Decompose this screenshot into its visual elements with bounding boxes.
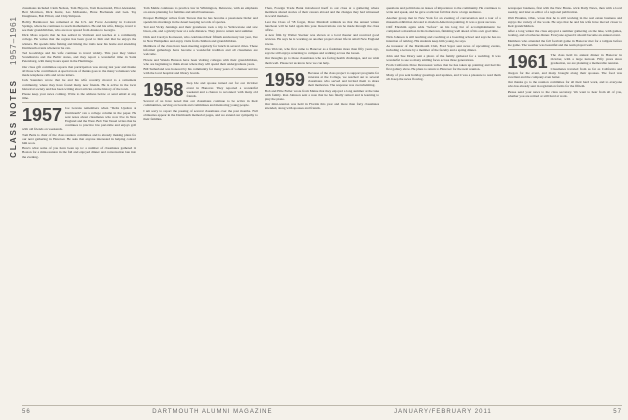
paragraph-text: Ted and Vicky Jennings and their grandsons took a trip to Yellowstone and saw bison, elk, and a grizzly bear at a safe distance. They plan to return next summer. — [143, 25, 258, 34]
paragraph-text: Bob and Ellie Fuller wrote from Maine that they enjoyed a long summer at the lake with family. Ron Johnson sent a note that he has finally retired and is learning to play the piano. — [264, 88, 380, 101]
class-note-paragraph — [143, 44, 257, 56]
paragraph-text: Step Ide and spouse turned out for our October event in Hanover. They reported a wonderful weekend and a chance to reconnect with many old friends. — [186, 81, 258, 98]
paragraph-text: Tom Betts is chair of the class reunion committee and is already making plans for our next gathering in Hanover. He asks that anyone interested in helping contact him soon. — [22, 132, 137, 145]
class-note-paragraph — [508, 16, 622, 28]
paragraph-text: As treasurer of the Dartmouth Club, Fred Sayer sent news of upcoming events, including a lecture by a member of the faculty and a spring dinner. — [386, 44, 501, 53]
paragraph-text: Another group met in New York for an evening of conversation and a tour of a museum exhibition devoted to modern American painting. It was a great success. — [386, 15, 501, 24]
paragraph-text: Lest the Class of '58 forget, Dave Marshall reminds us that the annual winter luncheon will be held again this year. Reservations can be made through the class office. — [264, 19, 380, 32]
paragraph-text: newspaper business, first with the New Bruns- wick Daily News, then with a local weekly, and later as editor of a regional publication. — [507, 6, 622, 15]
paragraph-text: Because of the class project to support programs for veterans at the College, we reached out to several classmates who served and invited them to share their memories. The response was overwhelming. — [307, 70, 380, 88]
magazine-name: DARTMOUTH ALUMNI MAGAZINE — [152, 409, 273, 415]
column-2 — [143, 6, 257, 402]
class-note-paragraph — [265, 33, 379, 45]
year-divider — [508, 49, 622, 50]
paragraph-text: Our mini-reunion was held in Florida this year and more than forty classmates attended, along with spouses and friends. — [264, 102, 380, 111]
class-note-paragraph — [386, 25, 500, 33]
text-columns — [22, 6, 622, 402]
side-section: CLASS NOTES — [8, 79, 18, 158]
class-note-paragraph — [143, 6, 257, 14]
paragraph-text: Classmates traveled from as far as California and Oregon for the event, and many brought along their spouses. The food was excellent and the company even better. — [507, 66, 622, 79]
paragraph-text: Many of you sent holiday greetings and updates, and it was a pleasure to read them all. Keep the news flowing. — [386, 72, 501, 81]
class-note-paragraph — [507, 51, 622, 72]
page-footer — [22, 405, 622, 418]
paragraph-text: Members of the class have been meeting regularly for lunch in several cities. These informal gatherings have become a wonderful tradition and all classmates are welcome. — [143, 44, 258, 57]
page-number-right: 57 — [613, 409, 622, 415]
year-divider — [143, 77, 257, 78]
paragraph-text: Tom Mehle continues to practice law in Wilmington, Delaware, with an emphasis on estate planning for families and small businesses. — [143, 6, 258, 15]
class-note-paragraph — [22, 146, 136, 158]
paragraph-text: Dick and Carolyn Kortesoni, who celebrated their fiftieth anniversary last year, live in New Hampshire and enjoy visits from children and grandchildren. — [143, 34, 258, 43]
class-note-paragraph — [386, 63, 500, 71]
issue-date: JANUARY/FEBRUARY 2011 — [394, 409, 492, 415]
paragraph-text: After a long winter the class enjoyed a summer gathering on the lake, with games, boating, and a barbecue dinner. Everyone agreed it should become an annual event. — [507, 29, 622, 38]
class-note-paragraph — [508, 90, 622, 98]
paragraph-text: Jack Saunders wrote that he and his wife recently moved to a retirement community, where they have found many new friends. He is active in the local historical society and has been writing short articles on the history of the town. — [22, 78, 137, 91]
class-note-paragraph — [143, 58, 257, 66]
class-note-paragraph — [22, 6, 136, 18]
year-divider — [22, 102, 136, 103]
class-note-paragraph — [22, 133, 136, 145]
paragraph-text: I am sorry to report the passing of several classmates over the past months. Full obituaries appear in the Dartmouth memorial pages, and we extend our sympathy to their families. — [143, 108, 258, 122]
class-year-heading: 1958 — [143, 80, 184, 101]
paragraph-text: Dick Moss reports that he has settled in Vermont and teaches at a community college. He writes that the region has been good to him and that he enjoys the winters. He spends time fishing and hiking the trails near his home and attending Dartmouth events whenever he can. — [22, 33, 137, 50]
class-note-paragraph — [386, 44, 500, 52]
class-note-paragraph — [143, 67, 257, 75]
paragraph-text: A new film by Walter Stecker was shown at a local theater and received good reviews. He says he is working on another project about life in small New England towns. — [264, 33, 380, 46]
class-note-paragraph — [143, 25, 257, 33]
class-note-paragraph — [22, 51, 136, 63]
class-note-paragraph — [265, 102, 379, 110]
class-note-paragraph — [22, 33, 136, 50]
class-note-paragraph — [143, 16, 257, 24]
paragraph-text: From California Dave Devereaux writes that he has taken up painting and had his first gallery show. He plans to return to Hanover for the next reunion. — [386, 63, 501, 72]
class-note-paragraph — [265, 47, 379, 55]
class-note-paragraph — [22, 92, 136, 100]
year-divider — [265, 67, 379, 68]
class-note-paragraph — [22, 78, 136, 90]
class-note-paragraph — [508, 29, 622, 37]
class-note-paragraph — [265, 89, 379, 101]
class-note-paragraph — [265, 6, 379, 18]
class-note-paragraph — [22, 20, 136, 32]
paragraph-text: Prosper Ballinger writes from Tucson that he has become a passionate birder and spends his mornings in the desert keeping records of species. — [143, 15, 258, 24]
paragraph-text: John and Sue Drury sent a photo of the family gathered for a wedding. It was wonderful to see so many smiling faces across three generations. — [386, 53, 501, 62]
class-note-paragraph — [386, 16, 500, 24]
paragraph-text: Bobby Barnhower has remained at the U.S. Air Force Academy in Colorado Springs, where he continues to teach mathematics. He and his wife, Marge, travel to see their grandchildren, who are now spread from Alaska to Georgia. — [22, 19, 137, 32]
class-note-paragraph — [508, 39, 622, 47]
class-note-paragraph — [22, 106, 136, 131]
paragraph-text: The class held its annual dinner in Hanover in October, with a large turnout. Fifty years since graduation, we are planning a memorable reunion. — [550, 52, 622, 66]
class-note-paragraph — [386, 6, 500, 14]
paragraph-text: questions and politicians on issues of importance to the community. He continues to write and speak, and he gave a talk last fall that drew a large audience. — [386, 6, 501, 15]
paragraph-text: Joe Gavans remembers when "Delta Upsilon at Dartmouth" ran a college column in the paper. He sent notes about classmates who now live in New England and the West. Bob Van Tassel writes that he continues to practice law part-time and enjoys golf with old friends on weekends. — [22, 106, 137, 132]
paragraph-text: Here's what some of you have been up to: a number of classmates gathered in Boston for a mini-reunion in the fall and enjoyed dinner and conversation late into the evening. — [22, 146, 137, 159]
side-years: 1957–1961 — [8, 16, 18, 66]
paragraph-text: Ted Goodridge and his wife continue to travel widely. This year they visited Scandinavia and the Baltic states, and they report a wonderful time in Saint Petersburg, with many hours spent in the Hermitage. — [22, 51, 137, 64]
paragraph-text: Nick Johnson is still teaching and coaching at a boarding school and says he has no intention of retiring. His students keep him young, he says. — [386, 34, 501, 43]
class-note-paragraph — [386, 73, 500, 81]
class-note-paragraph — [22, 65, 136, 77]
paragraph-text: Bill Sutherland was honored by his community for many years of volunteer service with the local hospital and library boards. — [143, 67, 258, 76]
paragraph-text: Please keep your news coming. Write to the address below or send email at any time. — [22, 92, 137, 101]
paragraph-text: Howie and Wanda Henson have been visiting colleges with their grandchildren, who are beginning to think about where they will spend their undergraduate years. — [143, 57, 258, 66]
paragraph-text: Several of us have noted that our classmates continue to be active in their communities, serving on boards and committees and mentoring young people. — [143, 99, 258, 108]
page-number-left: 56 — [22, 409, 31, 415]
class-note-paragraph — [386, 54, 500, 62]
class-note-paragraph — [143, 109, 257, 121]
class-note-paragraph — [265, 71, 379, 88]
class-year-heading: 1959 — [264, 69, 305, 90]
class-note-paragraph — [143, 35, 257, 43]
paragraph-text: Walt Hoskins, Ohio, wrote that he is still working in the real estate business and enjoys the variety of the work. He says that he and his wife have moved closer to their grandchildren. — [507, 15, 622, 28]
paragraph-text: Our thanks go to the reunion committee for all their hard work, and to everyone who has already sent in registration forms for the fiftieth. — [507, 80, 622, 89]
class-year-heading: 1961 — [507, 51, 548, 72]
column-1 — [22, 6, 136, 402]
paragraph-text: Wes Wolcott, who first came to Hanover as a freshman more than fifty years ago, says he still enjoys returning to campus and walking across the Green. — [264, 46, 380, 56]
paragraph-text: Our class gift committee reports that participation was strong last year and thanks all those who contributed. A special note of thanks goes to the many volunteers who made telephone calls and wrote letters. — [22, 64, 137, 78]
paragraph-text: classmates included Clem Nelson, Tom Haycox, Tom Rosenwald, Eliot Alexander, Bert Morrison, Dick Kurtz, Les McKenzie, Hone Bochenek and Gen. Tay Daughness, Bob Elliott, and Chip Simpson. — [22, 6, 137, 19]
column-5 — [508, 6, 622, 402]
column-4 — [386, 6, 500, 402]
class-note-paragraph — [508, 80, 622, 88]
column-3 — [265, 6, 379, 402]
class-note-paragraph — [143, 80, 258, 101]
class-note-paragraph — [508, 6, 622, 14]
paragraph-text: Members who attended the fall football game in Hanover met for a tailgate before the game. The weather was beautiful and the team played well. — [507, 38, 622, 47]
side-label — [6, 8, 20, 400]
class-note-paragraph — [265, 20, 379, 32]
class-note-paragraph — [143, 99, 257, 107]
class-note-paragraph — [265, 56, 379, 64]
paragraph-text: Please send your news to the class secretary. We want to hear from all of you, whether you are retired or still hard at work. — [507, 89, 622, 98]
class-note-paragraph — [386, 35, 500, 43]
paragraph-text: Then, Foreign Trade Bank introduced itself to our class at a gathering where members shared stories of their careers abroad and the changes they had witnessed in world markets. — [264, 6, 380, 19]
paragraph-text: Our thoughts go to those classmates who are facing health challenges, and we wish them well. Please let us know how we can help. — [264, 56, 380, 65]
paragraph-text: Cliff Ebrahim again adds "before" on his long list of accomplishments: he completed a marathon in his hometown, finishing well ahead of his own goal time. — [386, 25, 501, 34]
class-year-heading: 1957 — [22, 105, 63, 126]
